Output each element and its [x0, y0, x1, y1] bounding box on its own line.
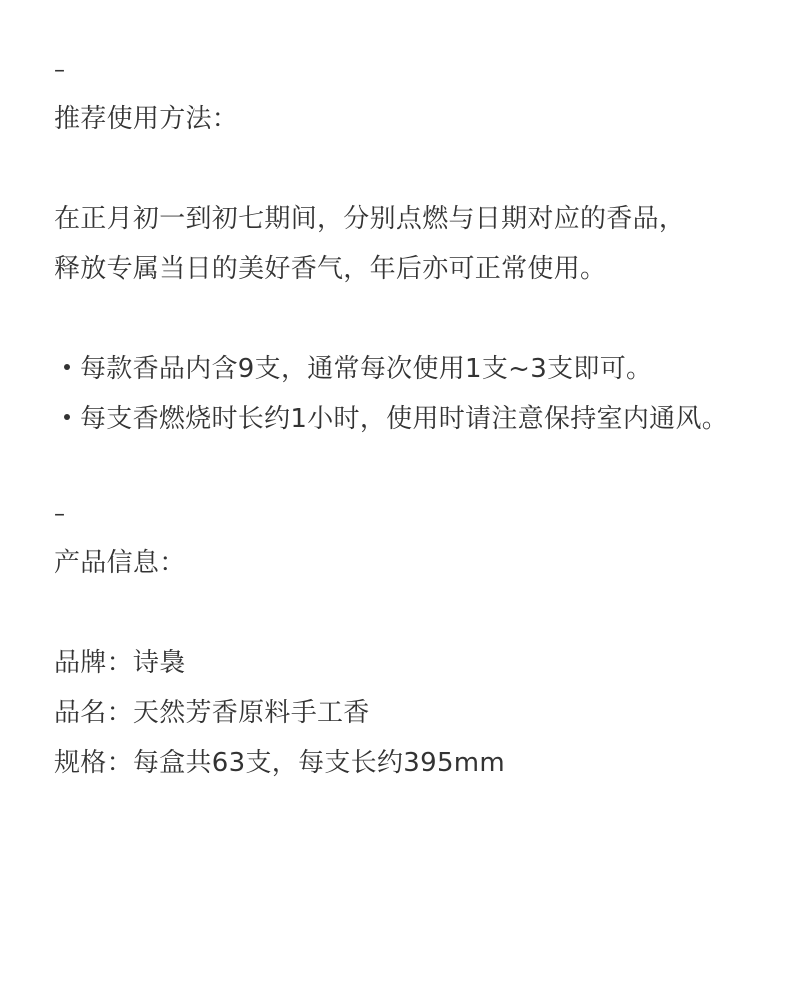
usage-bullet-item — [64, 352, 652, 386]
section-divider-usage: – — [54, 58, 65, 83]
bullet-dot-icon — [64, 414, 70, 420]
section-divider-product: – — [54, 502, 65, 527]
usage-bullet-item — [64, 402, 728, 436]
usage-bullet-text: 每款香品内含9支，通常每次使用1支~3支即可。 — [80, 354, 653, 384]
usage-paragraph-line-2: 释放专属当日的美好香气，年后亦可正常使用。 — [54, 254, 607, 284]
product-name-line: 品名：天然芳香原料手工香 — [54, 698, 370, 728]
bullet-dot-icon — [64, 364, 70, 370]
product-brand-line: 品牌：诗裊 — [54, 648, 186, 678]
product-spec-line: 规格：每盒共63支，每支长约395mm — [54, 748, 506, 778]
product-description — [54, 0, 790, 1006]
product-heading: 产品信息： — [54, 548, 186, 578]
usage-heading: 推荐使用方法： — [54, 104, 239, 134]
usage-bullet-text: 每支香燃烧时长约1小时，使用时请注意保持室内通风。 — [80, 404, 729, 434]
usage-paragraph-line-1: 在正月初一到初七期间，分别点燃与日期对应的香品， — [54, 204, 686, 234]
